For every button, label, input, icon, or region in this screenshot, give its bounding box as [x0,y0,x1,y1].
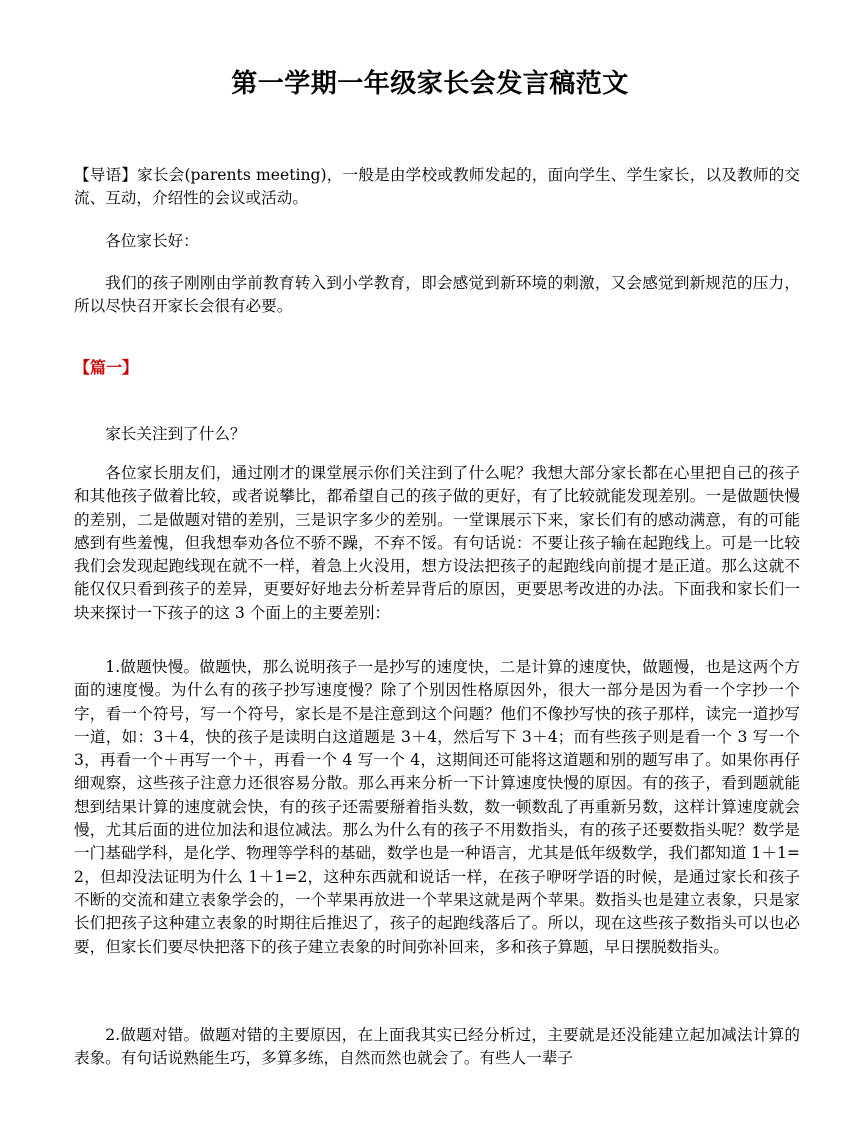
question-heading: 家长关注到了什么？ [105,425,246,443]
guide-label: 【导语】 [74,166,138,184]
guide-paragraph [74,164,800,211]
guide-text: 家长会(parents meeting)，一般是由学校或教师发起的，面向学生、学生家长，以及教师的交流、互动，介绍性的会议或活动。 [74,166,800,208]
section-label: 【篇一】 [74,358,139,377]
body-paragraph: 各位家长朋友们，通过刚才的课堂展示你们关注到了什么呢？我想大部分家长都在心里把自己的孩子和其他孩子做着比较，或者说攀比，都希望自己的孩子做的更好，有了比较就能发现差别。一是做题快慢的差别，二是做题对错的差别，三是识字多少的差别。一堂课展示下来，家长们有的感动满意，有的可能感到有些羞愧，但我想奉劝各位不骄不躁，不弃不馁。有句话说：不要让孩子输在起跑线上。可是一比较我们会发现起跑线现在就不一样，着急上火没用，想方设法把孩子的起跑线向前提才是正道。那么这就不能仅仅只看到孩子的差异，更要好好地去分析差异背后的原因，更要思考改进的办法。下面我和家长们一块来探讨一下孩子的这 3 个面上的主要差别： [74,464,800,622]
greeting-line: 各位家长好： [105,232,199,250]
body-paragraph: 2.做题对错。做题对错的主要原因，在上面我其实已经分析过，主要就是还没能建立起加减法计算的表象。有句话说熟能生巧，多算多练，自然而然也就会了。有些人一辈子 [74,1026,800,1068]
section-header [74,356,800,380]
page-title: 第一学期一年级家长会发言稿范文 [231,69,629,99]
intro-paragraph: 我们的孩子刚刚由学前教育转入到小学教育，即会感觉到新环境的刺激，又会感觉到新规范的压力，所以尽快召开家长会很有必要。 [74,274,800,316]
body-paragraph: 1.做题快慢。做题快，那么说明孩子一是抄写的速度快，二是计算的速度快，做题慢，也是这两个方面的速度慢。为什么有的孩子抄写速度慢？除了个别因性格原因外，很大一部分是因为看一个字抄一个字，看一个符号，写一个符号，家长是不是注意到这个问题？他们不像抄写快的孩子那样，读完一道抄写一道，如：3＋4，快的孩子是读明白这道题是 3＋4，然后写下 3＋4；而有些孩子则是看一个 3 写一个 3，再看一个＋再写一个＋，再看一个 4 写一个 4，这期间还可能将这道题和别的题写串了。如果你再仔细观察，这些孩子注意力还很容易分散。那么再来分析一下计算速度快慢的原因。有的孩子，看到题就能想到结果计算的速度就会快，有的孩子还需要掰着指头数，数一顿数乱了再重新另数，这样计算速度就会慢，尤其后面的进位加法和退位减法。那么为什么有的孩子不用数指头，有的孩子还要数指头呢？数学是一门基础学科，是化学、物理等学科的基础，数学也是一种语言，尤其是低年级数学，我们都知道 1＋1=2，但却没法证明为什么 1＋1=2，这种东西就和说话一样，在孩子咿呀学语的时候，是通过家长和孩子不断的交流和建立表象学会的，一个苹果再放进一个苹果这就是两个苹果。数指头也是建立表象，只是家长们把孩子这种建立表象的时期往后推迟了，孩子的起跑线落后了。所以，现在这些孩子数指头可以也必要，但家长们要尽快把落下的孩子建立表象的时间弥补回来，多和孩子算题，早日摆脱数指头。 [74,658,800,956]
